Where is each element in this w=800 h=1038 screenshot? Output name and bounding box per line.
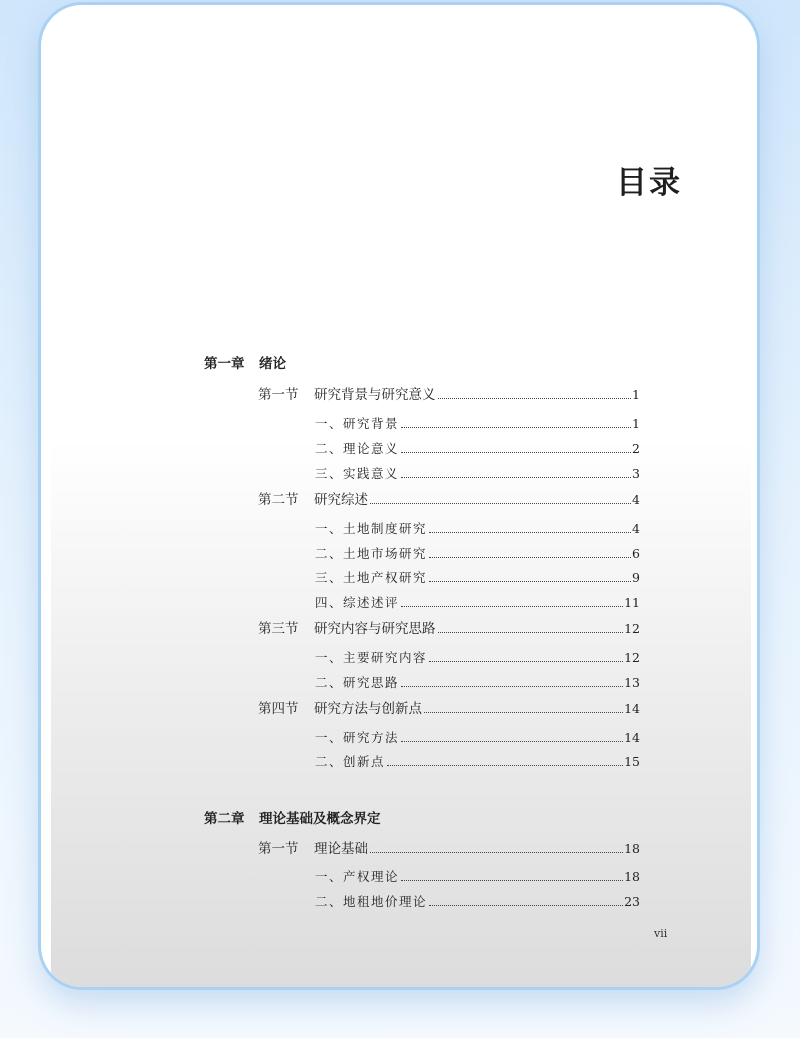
item-label: 二、理论意义 (315, 441, 400, 456)
page-number: 15 (624, 754, 640, 769)
item-label: 一、研究背景 (315, 416, 400, 431)
dot-leader (401, 606, 623, 607)
section-number: 第三节 (258, 621, 299, 637)
page-number: 4 (632, 492, 640, 507)
chapter-title: 绪论 (259, 356, 286, 372)
dot-leader (429, 557, 631, 558)
page-number: 1 (632, 416, 640, 431)
page-number: 2 (632, 441, 640, 456)
toc-section-1-3[interactable] (258, 617, 640, 637)
dot-leader (370, 852, 623, 853)
page-number: 1 (632, 387, 640, 402)
toc-item[interactable] (315, 648, 640, 666)
page-number: 12 (624, 621, 640, 636)
toc-section-2-1[interactable] (258, 837, 640, 857)
dot-leader (401, 477, 631, 478)
dot-leader (401, 880, 623, 881)
toc-section-1-4[interactable] (258, 697, 640, 717)
toc-item[interactable] (315, 593, 640, 611)
dot-leader (401, 427, 631, 428)
page-number: 23 (624, 894, 640, 909)
page-number: 14 (624, 730, 640, 745)
chapter-title: 理论基础及概念界定 (259, 811, 381, 827)
dot-leader (429, 532, 631, 533)
page-card (38, 2, 760, 990)
dot-leader (429, 581, 631, 582)
toc-item[interactable] (315, 892, 640, 910)
item-label: 一、土地制度研究 (315, 521, 428, 536)
toc-item[interactable] (315, 752, 640, 770)
item-label: 一、主要研究内容 (315, 650, 428, 665)
book-page (51, 5, 751, 990)
item-label: 三、土地产权研究 (315, 570, 428, 585)
page-number: 3 (632, 466, 640, 481)
item-label: 四、综述述评 (315, 595, 400, 610)
page-number: 18 (624, 841, 640, 856)
dot-leader (424, 712, 623, 713)
section-title: 研究综述 (314, 492, 368, 508)
toc-item[interactable] (315, 519, 640, 537)
chapter-number: 第一章 (204, 356, 245, 372)
item-label: 二、创新点 (315, 754, 386, 769)
section-title: 研究背景与研究意义 (314, 387, 436, 403)
chapter-2-heading[interactable] (204, 807, 381, 827)
dot-leader (438, 632, 624, 633)
chapter-1-heading[interactable] (204, 352, 286, 372)
section-title: 研究内容与研究思路 (314, 621, 436, 637)
page-number: 9 (632, 570, 640, 585)
item-label: 三、实践意义 (315, 466, 400, 481)
page-number: 13 (624, 675, 640, 690)
dot-leader (401, 741, 623, 742)
toc-item[interactable] (315, 544, 640, 562)
toc-item[interactable] (315, 867, 640, 885)
page-number: 11 (624, 595, 640, 610)
dot-leader (401, 452, 631, 453)
dot-leader (429, 905, 623, 906)
toc-item[interactable] (315, 568, 640, 586)
page-title: 目录 (616, 165, 682, 201)
toc-section-1-2[interactable] (258, 488, 640, 508)
toc-item[interactable] (315, 414, 640, 432)
toc-item[interactable] (315, 673, 640, 691)
section-number: 第一节 (258, 841, 299, 857)
section-number: 第四节 (258, 701, 299, 717)
section-number: 第一节 (258, 387, 299, 403)
item-label: 二、研究思路 (315, 675, 400, 690)
page-number: 6 (632, 546, 640, 561)
item-label: 一、研究方法 (315, 730, 400, 745)
dot-leader (370, 503, 631, 504)
item-label: 二、土地市场研究 (315, 546, 428, 561)
section-number: 第二节 (258, 492, 299, 508)
toc-item[interactable] (315, 439, 640, 457)
page-number: 18 (624, 869, 640, 884)
item-label: 二、地租地价理论 (315, 894, 428, 909)
section-title: 研究方法与创新点 (314, 701, 422, 717)
chapter-number: 第二章 (204, 811, 245, 827)
dot-leader (387, 765, 623, 766)
toc-section-1-1[interactable] (258, 383, 640, 403)
dot-leader (429, 661, 623, 662)
section-title: 理论基础 (314, 841, 368, 857)
page-number: 4 (632, 521, 640, 536)
item-label: 一、产权理论 (315, 869, 400, 884)
dot-leader (438, 398, 632, 399)
toc-item[interactable] (315, 728, 640, 746)
page-number: 14 (624, 701, 640, 716)
dot-leader (401, 686, 623, 687)
page-folio: vii (654, 927, 668, 940)
toc-item[interactable] (315, 464, 640, 482)
page-number: 12 (624, 650, 640, 665)
